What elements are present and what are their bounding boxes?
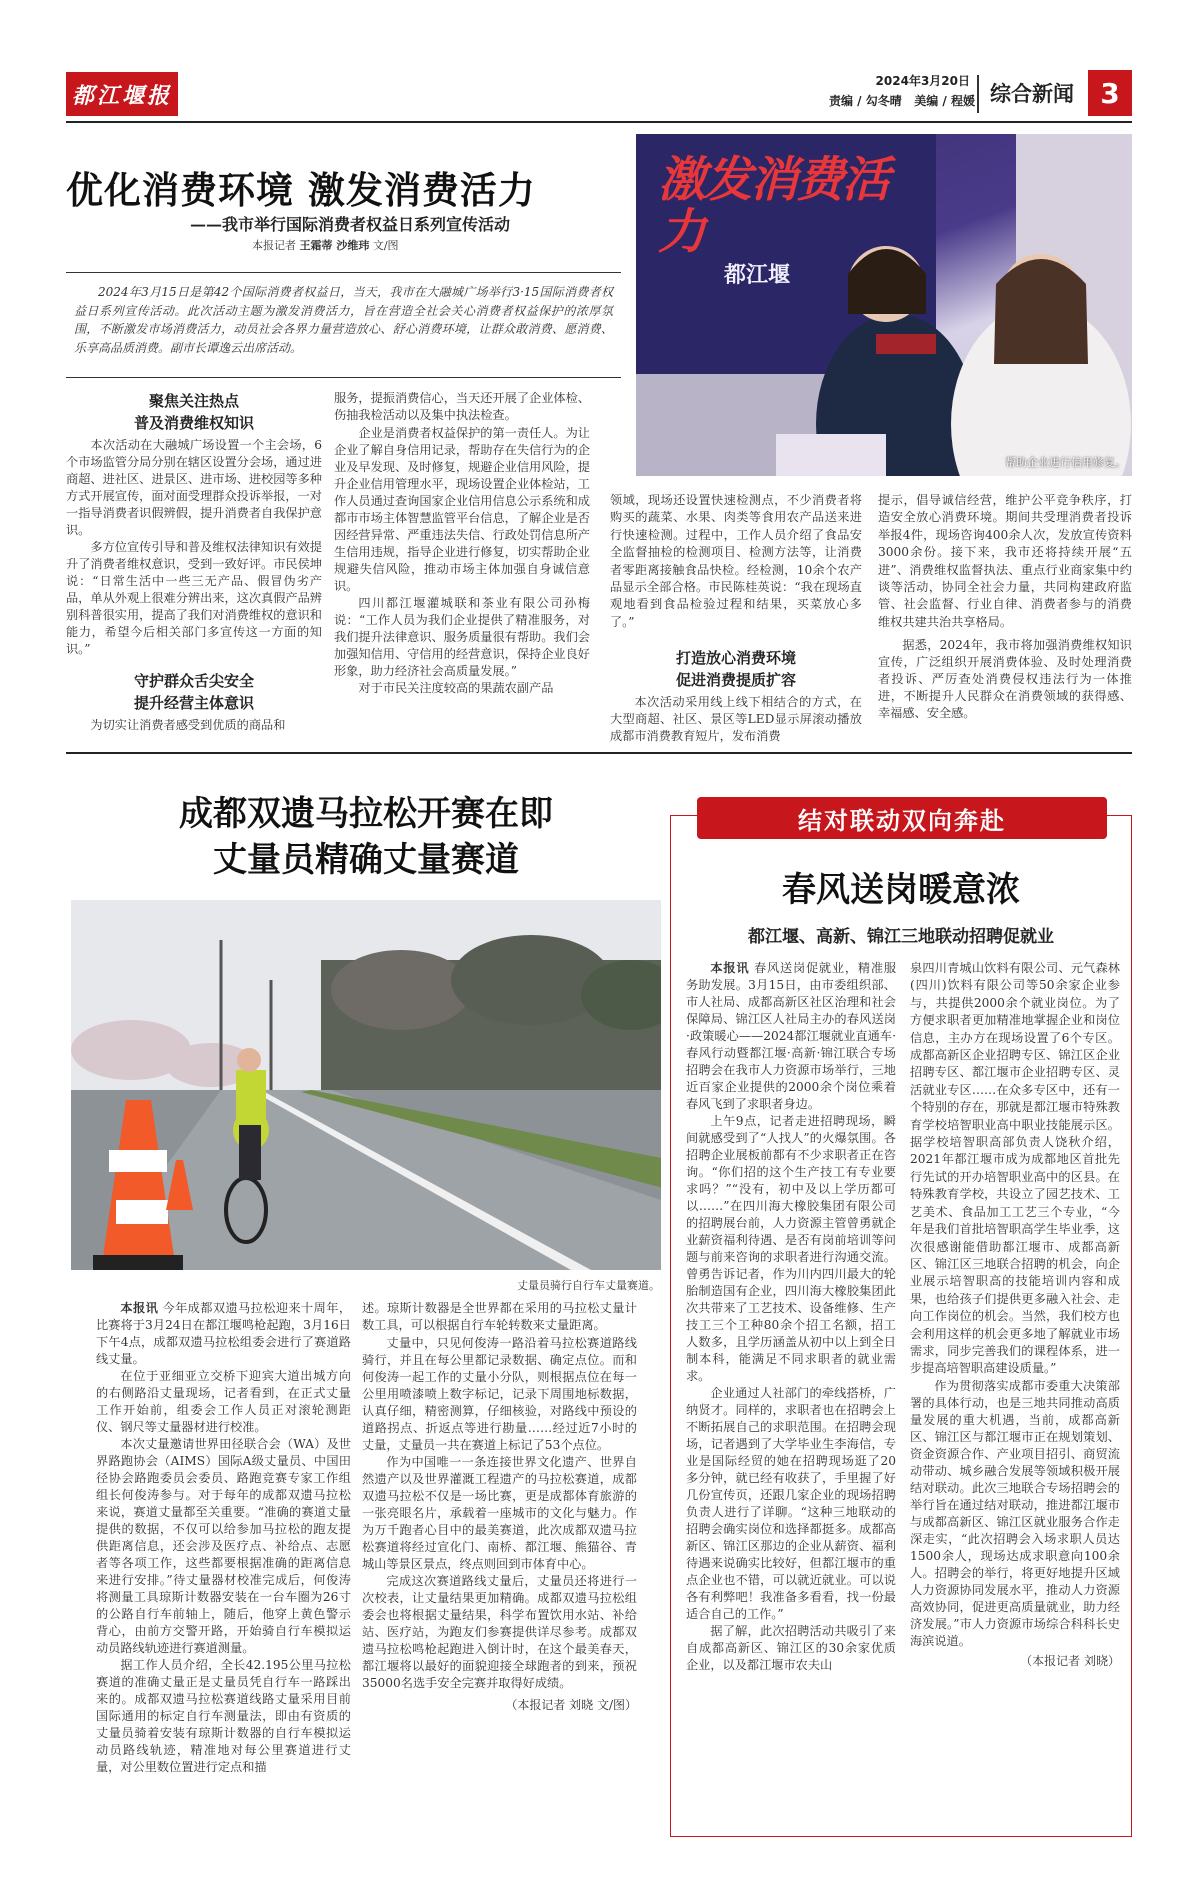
col1-para-2: 多方位宣传引导和普及维权法律知识有效提升了消费者维权意识，受到一致好评。市民侯坤说：“日常生活中一些三无产品、假冒伪劣产品，单从外观上很难分辨出来，这次真假产品辨别科普很实用，提高了我们对消费维权的意识和能力，希望今后相关部门多宣传这一方面的知识。” — [66, 540, 322, 656]
a2-byline: （本报记者 刘晓 文/图） — [505, 1697, 637, 1712]
masthead-logo — [66, 72, 178, 116]
article1-col1 — [66, 390, 322, 734]
article1-title: 优化消费环境 激发消费活力 — [66, 168, 536, 212]
col1-subhead-1: 聚焦关注热点 — [148, 392, 239, 410]
col1-para-3: 为切实让消费者感受到优质的商品和 — [90, 718, 286, 732]
a2-col1-para-2: 在位于亚细亚立交桥下迎宾大道出城方向的右侧路沿丈量现场，记者看到，在正式丈量工作开始前，组委会工作人员正对滚轮测距仪、钢尺等丈量器材进行校准。 — [96, 1369, 351, 1434]
masthead-editors: 责编 / 勾冬晴 美编 / 程媛 — [828, 94, 975, 108]
photo-banner-sub: 都江堰 — [724, 262, 791, 288]
a3-lead-tag: 本报讯 — [710, 961, 750, 975]
article1-col4 — [878, 492, 1132, 722]
a2-col1-para-1-text: 今年成都双遗马拉松迎来十周年，比赛将于3月24日在都江堰鸣枪起跑，3月16日下午4点，成都双遗马拉松组委会进行了赛道路线丈量。 — [96, 1301, 352, 1366]
col1-subhead-4: 提升经营主体意识 — [133, 694, 254, 712]
page-number: 3 — [1100, 76, 1120, 110]
article2-col1 — [96, 1300, 351, 1776]
marathon-photo-scene — [71, 900, 661, 1270]
a3-col2-para-1: 泉四川青城山饮料有限公司、元气森林(四川)饮料有限公司等50余家企业参与，共提供2000余个就业岗位。为了方便求职者更加精准地掌握企业和岗位信息，主办方在现场设置了6个专区。成都高新区企业招聘专区、锦江区企业招聘专区、都江堰市企业招聘专区、灵活就业专区……在众多专区中，还有一个特别的存在，那就是都江堰市特殊教育学校培智职业高中职业技能展示区。据学校培智职高部负责人饶秋介绍，2021年都江堰市成为成都地区首批先行先试的开办培智职业高中的区县。在特殊教育学校，共设立了园艺技术、工艺美术、食品加工工艺三个专业，“今年是我们首批培智职高学生毕业季，这次很感谢能借助都江堰市、成都高新区、锦江区三地联合招聘的机会，向企业展示培智职高的技能培训内容和成果，也给孩子们提供更多融入社会、走向工作岗位的机会。当然，我们校方也会利用这样的机会更多地了解就业市场需求，同步完善我们的课程体系，进一步提高培智职高建设质量。” — [910, 961, 1120, 1376]
a2-col2-para-2: 丈量中，只见何俊涛一路沿着马拉松赛道路线骑行，并且在每公里都记录数据、确定点位。而和何俊涛一起工作的丈量小分队，则根据点位在每一公里用喷漆喷上数字标记，记录下周围地标数据，认真仔细，精密测算，仔细核验，对路线中预设的道路拐点、折返点等进行勘量……经过近7小时的丈量，丈量员一共在赛道上标记了53个点位。 — [362, 1335, 637, 1452]
article2-col2 — [362, 1300, 637, 1713]
article3-col2 — [910, 960, 1120, 1669]
a3-col1-para-3: 企业通过人社部门的牵线搭桥，广纳贤才。同样的，求职者也在招聘会上不断拓展自己的求职范围。在招聘会现场，记者遇到了大学毕业生李海信，专业是国际经贸的她在招聘现场逛了20多分钟，就已经有收获了，手里握了好几份宣传页，还跟几家企业的现场招聘负责人进行了详聊。“这种三地联动的招聘会确实岗位和选择都挺多。成都高新区、锦江区那边的企业从薪资、福利待遇来说确实比较好，但都江堰市的重点企业也不错，可以就近就业。可以说各有利弊吧！我准备多看看，找一份最适合自己的工作。” — [686, 1386, 896, 1621]
article2-photo-caption: 丈量员骑行自行车丈量赛道。 — [517, 1279, 660, 1292]
section-title: 综合新闻 — [990, 82, 1074, 106]
masthead-divider — [977, 75, 979, 113]
a2-col1-para-3: 本次丈量邀请世界田径联合会（WA）及世界路跑协会（AIMS）国际A级丈量员、中国田径协会路跑委员会委员、路跑竞赛专家工作组组长何俊涛参与。对于每年的成都双遗马拉松来说，赛道丈量都至关重要。“准确的赛道丈量提供的数据，不仅可以给参加马拉松的跑友提供距离信息，还会涉及医疗点、补给点、志愿者等各项工作，这些都要根据准确的距离信息来进行安排。”待丈量器材校准完成后，何俊涛将测量工具琼斯计数器安装在一台车圈为26寸的公路自行车前轴上，随后，他穿上黄色警示背心，由前方交警开路，开始骑自行车模拟运动员路线轨迹进行赛道测量。 — [96, 1437, 351, 1655]
col2-para-2: 企业是消费者权益保护的第一责任人。为让企业了解自身信用记录，帮助存在失信行为的企业及早发现、及时修复，规避企业信用风险，提升企业信用管理水平，现场设置企业体检站，工作人员通过查询国家企业信用信息公示系统和成都市市场主体智慧监管平台信息，了解企业是否因经营异常、严重违法失信、行政处罚信息所产生信用违规，指导企业进行修复，切实帮助企业规避失信风险，推动市场主体加强自身诚信意识。 — [334, 425, 590, 593]
masthead-logo-text: 都江堰报 — [71, 82, 172, 109]
a2-lead-tag: 本报讯 — [120, 1301, 159, 1315]
a2-col2-para-4: 完成这次赛道路线丈量后，丈量员还将进行一次校表，让丈量结果更加精确。成都双遗马拉松组委会也将根据丈量结果，科学布置饮用水站、补给站、医疗站，为跑友们参赛提供详尽参考。成都双遗马拉松鸣枪起跑进入倒计时，在这个最美春天，都江堰将以最好的面貌迎接全球跑者的到来，预祝35000名选手安全完赛并取得好成绩。 — [362, 1573, 637, 1690]
article1-photo-caption: 帮助企业进行信用修复。 — [1005, 456, 1126, 469]
article1-col2 — [334, 390, 590, 697]
article3-banner-text: 结对联动双向奔赴 — [798, 805, 1006, 835]
article1-byline — [252, 237, 632, 253]
byline-names: 王霜蒂 沙维玮 — [299, 239, 370, 252]
article3-subtitle: 都江堰、高新、锦江三地联动招聘促就业 — [748, 927, 1054, 947]
masthead-rule — [66, 121, 1132, 123]
article2-title-1: 成都双遗马拉松开赛在即 — [179, 794, 553, 834]
masthead-date: 2024年3月20日 — [875, 74, 970, 88]
article1-lead-box — [66, 272, 621, 378]
col1-subhead-2: 普及消费维权知识 — [133, 414, 254, 432]
col4-para-1: 提示，倡导诚信经营，维护公平竞争秩序，打造安全放心消费环境。期间共受理消费者投诉举报4件，现场咨询400余人次，发放宣传资料3000余份。接下来，我市还将持续开展“五进”、消费维权监督执法、重点行业商家集中约谈等活动，协同全社会力量，共同构建政府监管、社会监督、行业自律、消费者参与的消费维权共建共治共享格局。 — [878, 493, 1132, 629]
a3-col1-para-1 — [686, 960, 896, 1113]
article1-photo — [636, 134, 1132, 476]
col2-para-4: 对于市民关注度较高的果蔬农副产品 — [358, 680, 554, 695]
article3-banner — [697, 797, 1107, 839]
byline-prefix: 本报记者 — [252, 239, 296, 252]
a3-col2-para-2: 作为贯彻落实成都市委重大决策部署的具体行动，也是三地共同推动高质量发展的重大机遇，当前，成都高新区、锦江区与都江堰市正在规划策划、资金资源合作、产业项目招引、商贸流动带动、城乡融合发展等领域积极开展结对联动。此次三地联合专场招聘会的举行旨在通过结对联动，推进都江堰市与成都高新区、锦江区就业服务合作走深走实，“此次招聘会入场求职人员达1500余人，现场达成求职意向100余人。招聘会的举行，将更好地提升区域人力资源协同发展水平，推动人力资源高效协同，促进更高质量就业，助力经济发展。”市人力资源市场综合科科长史海滨说道。 — [910, 1378, 1120, 1648]
a2-col2-para-3: 作为中国唯一一条连接世界文化遗产、世界自然遗产以及世界灌溉工程遗产的马拉松赛道，成都双遗马拉松不仅是一场比赛，更是成都体育旅游的一张亮眼名片，承载着一座城市的文化与魅力。作为万千跑者心目中的最美赛道，此次成都双遗马拉松赛道将经过宣化门、南桥、都江堰、熊猫谷、青城山等景区景点，终点则回到市体育中心。 — [362, 1454, 637, 1571]
a3-col1-para-4: 据了解，此次招聘活动共吸引了来自成都高新区、锦江区的30余家优质企业，以及都江堰市农夫山 — [686, 1624, 896, 1672]
a3-col1-para-2: 上午9点，记者走进招聘现场，瞬间就感受到了“人找人”的火爆氛围。各招聘企业展板前都有不少求职者正在咨询。“你们招的这个生产技工有专业要求吗？”“没有，初中及以上学历都可以……”在四川海大橡胶集团有限公司的招聘展台前，人力资源主管曾勇就企业薪资福利待遇、是否有岗前培训等问题与前来咨询的求职者进行沟通交流。曾勇告诉记者，作为川内四川最大的轮胎制造国有企业，四川海大橡胶集团此次共带来了工艺技术、设备维修、生产技工三个工种80余个招工名额，招工人数多，且学历涵盖从初中以上到全日制本科，能满足不同求职者的就业需求。 — [686, 1114, 896, 1383]
article2-photo — [71, 900, 661, 1270]
col1-para-1: 本次活动在大融城广场设置一个主会场，6个市场监管分局分别在辖区设置分会场，通过进商超、进社区、进景区、进市场、进校园等多种方式开展宣传，面对面受理群众投诉举报，一对一指导消费者识假辨假，提升消费者自我保护意识。 — [66, 438, 322, 537]
a2-col1-para-4: 据工作人员介绍，全长42.195公里马拉松赛道的准确丈量正是丈量员凭自行车一路踩出来的。成都双遗马拉松赛道线路丈量采用目前国际通用的标定自行车测量法，即由有资质的丈量员骑着安装有琼斯计数器的自行车模拟运动员路线轨迹，精准地对每公里赛道进行丈量，对公里数位置进行定点和描 — [96, 1658, 351, 1774]
col3-para-2: 本次活动采用线上线下相结合的方式，在大型商超、社区、景区等LED显示屏滚动播放成都市消费教育短片，发布消费 — [610, 695, 862, 744]
col3-subhead-2: 促进消费提质扩容 — [675, 671, 796, 690]
a3-byline: （本报记者 刘晓） — [1020, 1653, 1120, 1668]
col1-subhead-3: 守护群众舌尖安全 — [133, 672, 254, 690]
photo-banner-text: 激发消费活力 — [658, 152, 889, 260]
article1-subtitle: ——我市举行国际消费者权益日系列宣传活动 — [190, 215, 511, 234]
page-number-box — [1088, 70, 1132, 116]
col3-subhead-1: 打造放心消费环境 — [675, 649, 796, 668]
col3-para-1: 领域，现场还设置快速检测点，不少消费者将购买的蔬菜、水果、肉类等食用农产品送来进行快速检测。过程中，工作人员介绍了食品安全监督抽检的检测项目、检测方法等，让消费者零距离接触食品快检。经检测，10余个农产品显示全部合格。市民陈桂英说：“我在现场直观地看到食品检验过程和结果，买菜放心多了。” — [610, 493, 862, 629]
article3-title: 春风送岗暖意浓 — [782, 870, 1020, 910]
article1-col3 — [610, 492, 862, 745]
col4-para-2: 据悉，2024年，我市将加强消费维权知识宣传，广泛组织开展消费体验、及时处理消费者投诉、严厉查处消费侵权违法行为一体推进，不断提升人民群众在消费领域的获得感、幸福感、安全感。 — [878, 638, 1132, 721]
article3-col1 — [686, 960, 896, 1674]
byline-suffix: 文/图 — [372, 239, 399, 252]
article2-title-2: 丈量员精确丈量赛道 — [213, 840, 519, 880]
a2-col1-para-1 — [96, 1300, 351, 1368]
article1-lead: 2024年3月15日是第42个国际消费者权益日，当天，我市在大融城广场举行3·15国际消费者权益日系列宣传活动。此次活动主题为激发消费活力，旨在营造全社会关心消费者权益保护的浓厚氛围，不断激发市场消费活力，动员社会各界力量营造放心、舒心消费环境，让群众敢消费、愿消费、乐享高品质消费。副市长谭逸云出席活动。 — [74, 285, 613, 355]
col2-para-3: 四川都江堰灌城联和茶业有限公司孙梅说：“工作人员为我们企业提供了精准服务，对我们提升法律意识、服务质量很有帮助。我们会加强知信用、守信用的经营意识，保持企业良好形象，助力经济社会高质量发展。” — [334, 595, 590, 678]
col2-para-1: 服务，提振消费信心，当天还开展了企业体检、伤抽我检活动以及集中执法检查。 — [334, 391, 590, 423]
a3-col1-para-1-text: 春风送岗促就业，精准服务助发展。3月15日，由市委组织部、市人社局、成都高新区社区治理和社会保障局、锦江区人社局主办的春风送岗·政策暖心——2024都江堰就业直通车·春风行动暨都江堰·高新·锦江联合专场招聘会在我市人力资源市场举行，三地近百家企业提供的2000余个岗位乘着春风飞到了求职者身边。 — [686, 961, 897, 1111]
section-divider — [66, 752, 1132, 754]
a2-col2-para-1: 述。琼斯计数器是全世界都在采用的马拉松丈量计数工具，可以根据自行车轮转数来丈量距离。 — [362, 1301, 637, 1333]
